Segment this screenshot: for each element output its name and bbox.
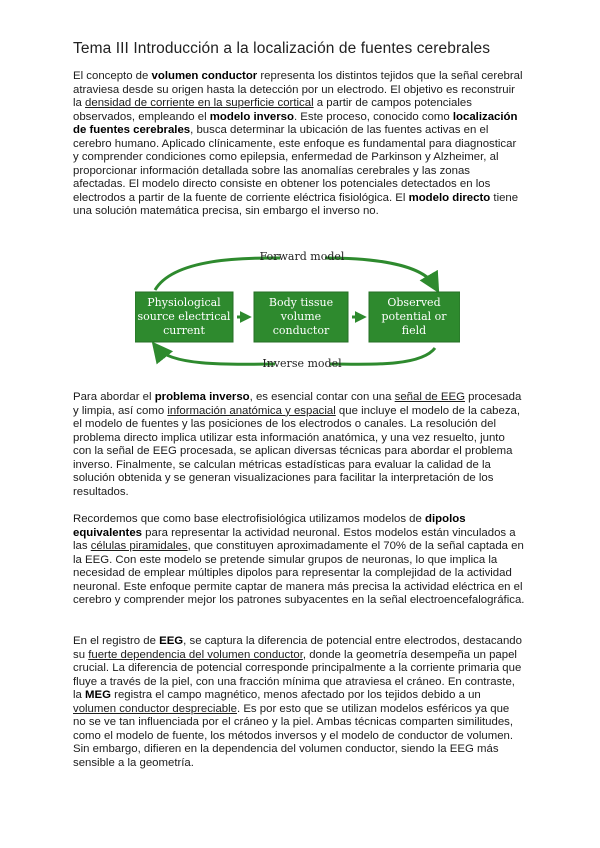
text-run: . Este proceso, conocido como [293, 110, 453, 123]
bold-term: MEG [85, 689, 111, 702]
page-title: Tema III Introducción a la localización de fuentes cerebrales [73, 40, 491, 57]
text-run: registra el campo magnético, menos afectado por los tejidos debido a un [110, 689, 481, 702]
text-run: Para abordar el [73, 391, 155, 403]
text-run: a partir de campos potenciales observados, empleando el [73, 97, 472, 123]
text-run: . Es por esto que se utilizan modelos esféricos ya que no se ve tan influenciada por el cráneo y la piel. Ambas técnicas comparten similitudes, como el modelo de fuente, los métodos inversos y el modelo de conductor de volumen. Sin embargo, difieren en la dependencia del volumen conductor, siendo la EEG más sensible a la geometría. [73, 702, 514, 769]
forward-model-label: Forward model [259, 250, 345, 263]
diagram-svg [135, 246, 460, 376]
underlined-term: información anatómica y espacial [167, 404, 336, 417]
bold-term: localización de fuentes cerebrales [73, 110, 518, 137]
bold-term: modelo inverso [209, 110, 294, 123]
paragraph-equivalent-dipoles [73, 513, 525, 608]
text-run: tiene una solución matemática precisa, sin embargo el inverso no. [73, 191, 519, 218]
text-run: , que constituyen aproximadamente el 70% de la señal captada en la EEG. Con este modelo se pretende simular grupos de neuronas, lo que implica la necesidad de emplear múltiples dipolos para representar la complejidad de la actividad neuronal. Este enfoque permite captar de manera más precisa la actividad eléctrica en el cerebro y comprender mejor los patrones subyacentes en la señal electroencefalográfica. [73, 540, 525, 607]
svg-text:current: current [163, 324, 205, 337]
svg-text:Body tissue: Body tissue [268, 296, 334, 309]
forward-inverse-model-diagram [135, 246, 460, 376]
bold-term: dipolos equivalentes [73, 513, 466, 539]
paragraph-eeg-meg [73, 635, 525, 770]
text-run: En el registro de [73, 635, 160, 647]
bold-term: EEG [159, 635, 184, 647]
svg-text:conductor: conductor [272, 324, 330, 337]
text-run: , donde la geometría desempeña un papel crucial. La diferencia de potencial corresponde principalmente a la corriente primaria que fluye a través de la piel, con una fracción mínima que atraviesa el cráneo. En contraste, la [73, 648, 522, 702]
svg-text:source electrical: source electrical [137, 310, 231, 323]
text-run: procesada y limpia, así como [73, 391, 522, 417]
bold-term: volumen conductor [151, 70, 258, 82]
svg-text:field: field [401, 324, 427, 337]
box-body-tissue [254, 292, 348, 342]
bold-term: modelo directo [408, 191, 491, 204]
svg-text:potential or: potential or [381, 310, 447, 323]
text-run: representa los distintos tejidos que la señal cerebral atraviesa desde su origen hasta la detección por un electrodo. El objetivo es reconstruir la [73, 70, 523, 110]
paragraph-inverse-problem [73, 391, 525, 499]
bold-term: problema inverso [154, 391, 250, 403]
box-physiological-source [135, 292, 233, 342]
underlined-term: densidad de corriente en la superficie cortical [85, 97, 314, 110]
paragraph-volume-conductor [73, 70, 525, 219]
underlined-term: señal de EEG [394, 391, 465, 403]
underlined-term: volumen conductor despreciable [73, 702, 237, 715]
text-run: , es esencial contar con una [249, 391, 395, 403]
text-run: , se captura la diferencia de potencial entre electrodos, destacando su [73, 635, 522, 661]
underlined-term: fuerte dependencia del volumen conductor [88, 648, 303, 661]
svg-text:volume: volume [280, 310, 322, 323]
inverse-arrow [157, 348, 275, 364]
inverse-arrow-right [330, 348, 435, 364]
underlined-term: células piramidales [90, 540, 188, 553]
text-run: , busca determinar la ubicación de las fuentes activas en el cerebro humano. Aplicado clínicamente, este enfoque es fundamental para diagnosticar y comprender condiciones como epilepsia, enfermedad de Parkinson y Alzheimer, al proporcionar información detallada sobre las anomalías cerebrales y las zonas afectadas. El modelo directo consiste en obtener los potenciales detectados en los electrodos a partir de la fuente de corriente eléctrica fisiológica. El [73, 124, 517, 204]
svg-text:Observed: Observed [387, 296, 441, 309]
box-observed-potential [369, 292, 460, 342]
text-run: que incluye el modelo de la cabeza, el modelo de fuentes y las posiciones de los electrodos o canales. La resolución del problema directo implica utilizar esta información anatómica, y una vez resuelto, junto con la señal de EEG procesada, se aplican diversas técnicas para abordar el problema inverso. Finalmente, se calculan métricas estadísticas para evaluar la calidad de la solución obtenida y se generan visualizaciones para facilitar la interpretación de los resultados. [73, 404, 521, 498]
text-run: El concepto de [73, 70, 152, 82]
inverse-model-label: Inverse model [262, 357, 342, 370]
svg-text:Physiological: Physiological [147, 296, 221, 309]
text-run: Recordemos que como base electrofisiológica utilizamos modelos de [73, 513, 426, 525]
text-run: para representar la actividad neuronal. Estos modelos están vinculados a las [73, 526, 516, 553]
